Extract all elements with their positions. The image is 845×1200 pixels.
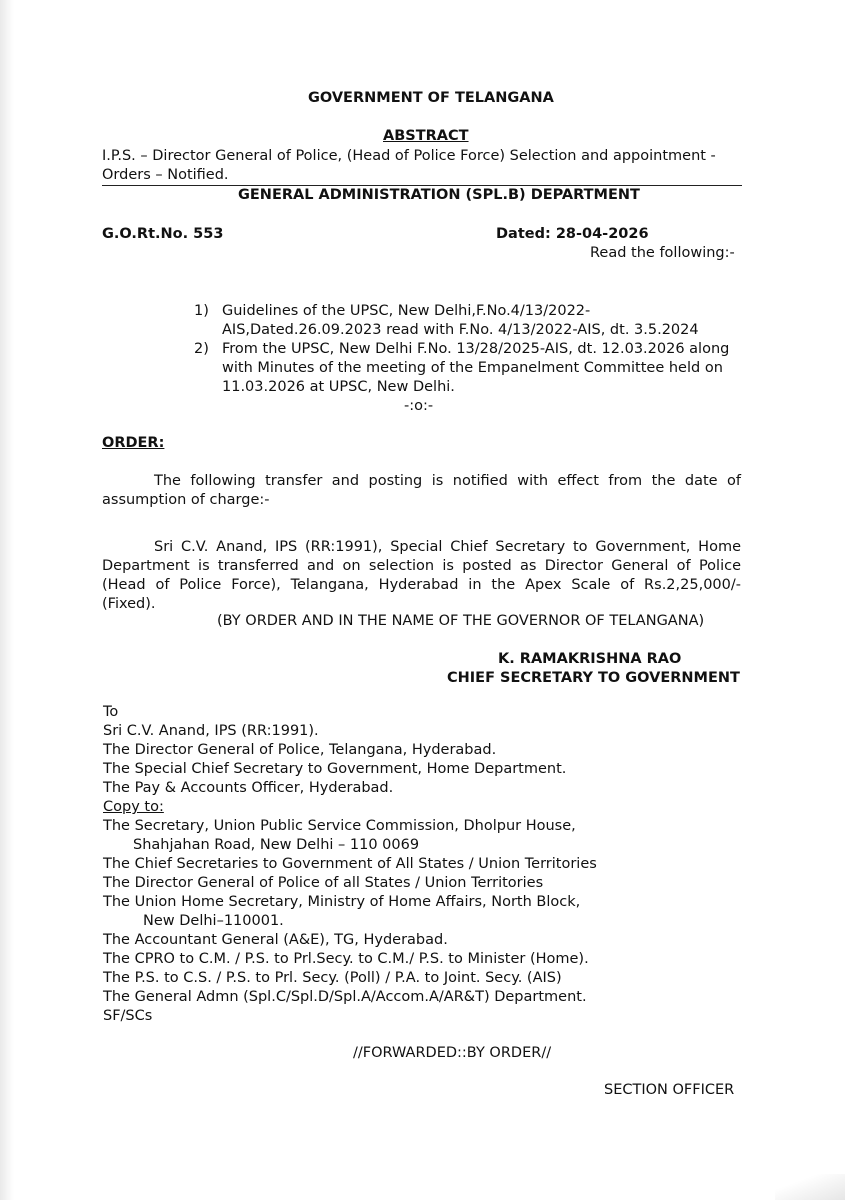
department-name: GENERAL ADMINISTRATION (SPL.B) DEPARTMENT — [238, 187, 640, 203]
signatory-name: K. RAMAKRISHNA RAO — [498, 651, 682, 667]
copy-recipient-line: The General Admn (Spl.C/Spl.D/Spl.A/Accom.A/AR&T) Department. — [103, 989, 587, 1005]
go-date: Dated: 28-04-2026 — [496, 226, 649, 242]
section-officer: SECTION OFFICER — [604, 1082, 735, 1098]
read-following: Read the following:- — [590, 245, 735, 261]
reference-line: with Minutes of the meeting of the Empanelment Committee held on — [222, 360, 723, 376]
abstract-heading: ABSTRACT — [383, 128, 469, 144]
copy-recipient-line: Shahjahan Road, New Delhi – 110 0069 — [133, 837, 420, 853]
scan-corner-shadow — [775, 1174, 845, 1200]
recipient-line: The Pay & Accounts Officer, Hyderabad. — [103, 780, 394, 796]
government-title: GOVERNMENT OF TELANGANA — [308, 90, 554, 106]
forwarded-by-order: //FORWARDED::BY ORDER// — [353, 1045, 552, 1061]
order-paragraph-1-line: assumption of charge:- — [102, 492, 270, 508]
go-number: G.O.Rt.No. 553 — [102, 226, 224, 242]
recipient-line: The Director General of Police, Telangana, Hyderabad. — [103, 742, 497, 758]
copy-recipient-line: The Director General of Police of all States / Union Territories — [103, 875, 544, 891]
order-paragraph-1-line: The following transfer and posting is notified with effect from the date of — [154, 473, 741, 489]
copy-recipient-line: The P.S. to C.S. / P.S. to Prl. Secy. (Poll) / P.A. to Joint. Secy. (AIS) — [103, 970, 562, 986]
subject-line-1: I.P.S. – Director General of Police, (Head of Police Force) Selection and appointment - — [102, 148, 716, 164]
reference-line: AIS,Dated.26.09.2023 read with F.No. 4/13/2022-AIS, dt. 3.5.2024 — [222, 322, 699, 338]
subject-line-2: Orders – Notified. — [102, 167, 229, 183]
reference-line: From the UPSC, New Delhi F.No. 13/28/2025-AIS, dt. 12.03.2026 along — [222, 341, 730, 357]
copy-recipient-line: The Union Home Secretary, Ministry of Home Affairs, North Block, — [103, 894, 581, 910]
order-heading: ORDER: — [102, 435, 165, 451]
reference-line: Guidelines of the UPSC, New Delhi,F.No.4/13/2022- — [222, 303, 591, 319]
copy-recipient-line: New Delhi–110001. — [143, 913, 284, 929]
separator: -:o:- — [404, 398, 434, 414]
copy-recipient-line: The CPRO to C.M. / P.S. to Prl.Secy. to C.M./ P.S. to Minister (Home). — [103, 951, 589, 967]
by-order-line: (BY ORDER AND IN THE NAME OF THE GOVERNOR OF TELANGANA) — [217, 613, 705, 629]
to-label: To — [103, 704, 119, 720]
reference-number: 2) — [194, 341, 209, 357]
reference-number: 1) — [194, 303, 209, 319]
signatory-designation: CHIEF SECRETARY TO GOVERNMENT — [447, 670, 740, 686]
recipient-line: The Special Chief Secretary to Government, Home Department. — [103, 761, 567, 777]
copy-to-label: Copy to: — [103, 799, 164, 815]
copy-recipient-line: The Secretary, Union Public Service Commission, Dholpur House, — [103, 818, 576, 834]
order-paragraph-2-line: Department is transferred and on selection is posted as Director General of Police — [102, 558, 741, 574]
order-paragraph-2-line: (Fixed). — [102, 596, 156, 612]
reference-line: 11.03.2026 at UPSC, New Delhi. — [222, 379, 455, 395]
copy-recipient-line: SF/SCs — [103, 1008, 153, 1024]
order-paragraph-2-line: Sri C.V. Anand, IPS (RR:1991), Special Chief Secretary to Government, Home — [154, 539, 741, 555]
scan-edge-shadow — [0, 0, 14, 1200]
copy-recipient-line: The Chief Secretaries to Government of All States / Union Territories — [103, 856, 597, 872]
recipient-line: Sri C.V. Anand, IPS (RR:1991). — [103, 723, 319, 739]
copy-recipient-line: The Accountant General (A&E), TG, Hyderabad. — [103, 932, 448, 948]
order-paragraph-2-line: (Head of Police Force), Telangana, Hyderabad in the Apex Scale of Rs.2,25,000/- — [102, 577, 741, 593]
